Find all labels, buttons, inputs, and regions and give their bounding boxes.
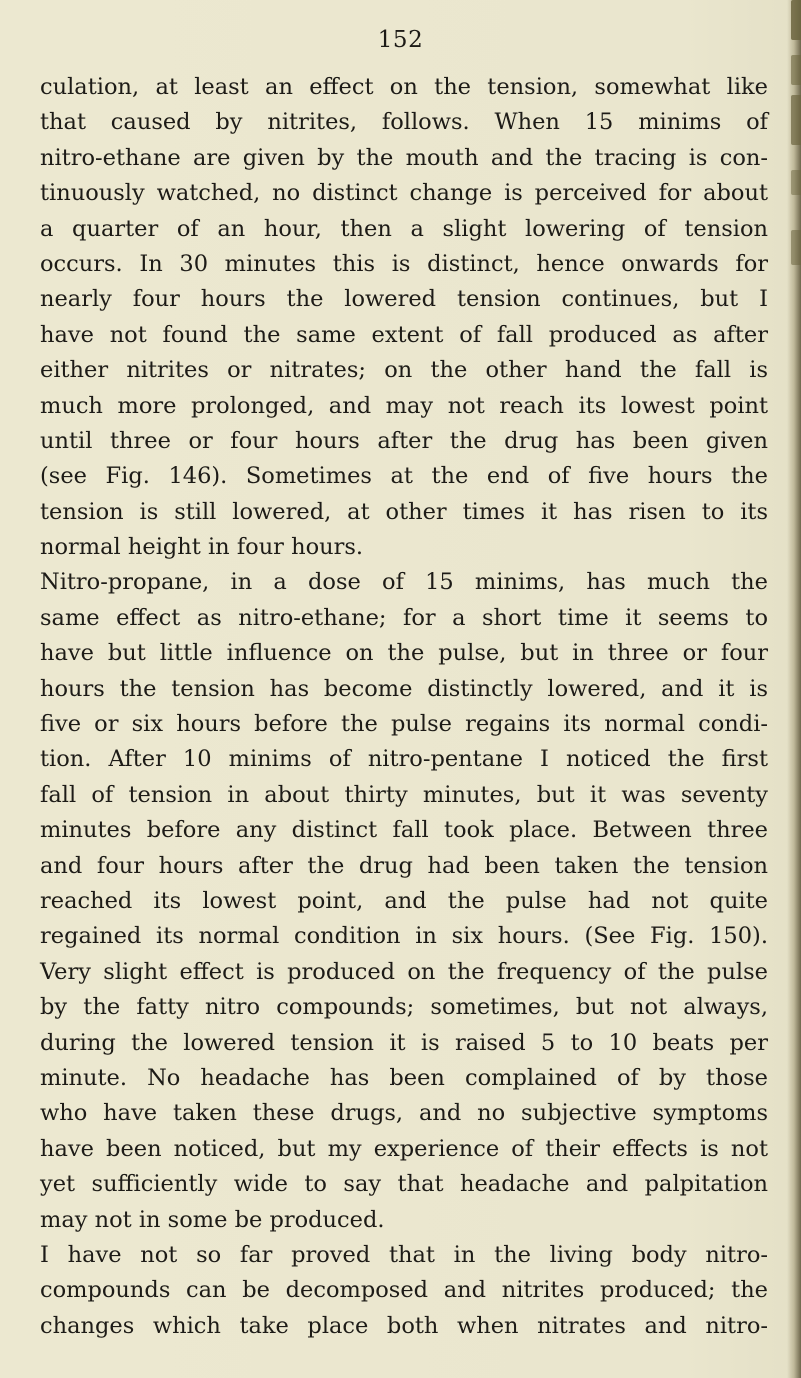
text-line: (see Fig. 146). Sometimes at the end of five hours the bbox=[40, 463, 768, 490]
page-edge-mark bbox=[791, 170, 801, 195]
page-edge-shadow bbox=[787, 0, 801, 1378]
page-edge-mark bbox=[791, 230, 801, 265]
text-line: Very slight effect is produced on the frequency of the pulse bbox=[40, 958, 768, 985]
page-number: 152 bbox=[377, 27, 424, 53]
text-line: minute. No headache has been complained of by those bbox=[40, 1064, 768, 1091]
text-line: changes which take place both when nitrates and nitro- bbox=[40, 1312, 768, 1339]
text-line: much more prolonged, and may not reach its lowest point bbox=[40, 392, 768, 419]
text-line: who have taken these drugs, and no subjective symptoms bbox=[40, 1100, 768, 1127]
text-line: culation, at least an effect on the tension, somewhat like bbox=[40, 74, 768, 100]
page-edge-mark bbox=[791, 55, 801, 85]
text-line: until three or four hours after the drug has been given bbox=[40, 427, 768, 454]
text-line: minutes before any distinct fall took place. Between three bbox=[40, 817, 768, 844]
text-line: that caused by nitrites, follows. When 15 minims of bbox=[40, 109, 768, 136]
text-line: have been noticed, but my experience of their effects is not bbox=[40, 1135, 768, 1162]
text-line: and four hours after the drug had been taken the tension bbox=[40, 852, 768, 879]
text-line: regained its normal condition in six hours. (See Fig. 150). bbox=[40, 923, 768, 950]
text-line: occurs. In 30 minutes this is distinct, hence onwards for bbox=[40, 250, 768, 277]
text-line: tension is still lowered, at other times it has risen to its bbox=[40, 498, 768, 525]
text-line: have but little influence on the pulse, but in three or four bbox=[40, 640, 768, 667]
text-line: I have not so far proved that in the living body nitro- bbox=[40, 1241, 768, 1268]
text-line: nitro-ethane are given by the mouth and the tracing is con- bbox=[40, 144, 768, 171]
text-line: yet sufficiently wide to say that headache and palpitation bbox=[40, 1171, 768, 1198]
text-line: same effect as nitro-ethane; for a short time it seems to bbox=[40, 604, 768, 631]
text-line: five or six hours before the pulse regains its normal condi- bbox=[40, 711, 768, 738]
text-line: either nitrites or nitrates; on the other hand the fall is bbox=[40, 357, 768, 384]
text-line: tinuously watched, no distinct change is perceived for about bbox=[40, 180, 768, 207]
text-line: tion. After 10 minims of nitro-pentane I noticed the first bbox=[40, 746, 768, 773]
text-line: nearly four hours the lowered tension continues, but I bbox=[40, 286, 768, 313]
text-line: hours the tension has become distinctly lowered, and it is bbox=[40, 675, 768, 702]
text-line: a quarter of an hour, then a slight lowering of tension bbox=[40, 215, 768, 242]
body-text bbox=[40, 70, 768, 1344]
text-line: may not in some be produced. bbox=[40, 1206, 385, 1233]
text-line: fall of tension in about thirty minutes, but it was seventy bbox=[40, 781, 768, 808]
text-line: by the fatty nitro compounds; sometimes, but not always, bbox=[40, 994, 768, 1021]
page-edge-mark bbox=[791, 95, 801, 145]
text-line: during the lowered tension it is raised 5 to 10 beats per bbox=[40, 1029, 768, 1056]
text-line: compounds can be decomposed and nitrites produced; the bbox=[40, 1277, 768, 1304]
text-line: have not found the same extent of fall produced as after bbox=[40, 321, 768, 348]
text-line: Nitro-propane, in a dose of 15 minims, has much the bbox=[40, 569, 768, 596]
text-line: normal height in four hours. bbox=[40, 534, 364, 561]
text-line: reached its lowest point, and the pulse had not quite bbox=[40, 887, 768, 914]
